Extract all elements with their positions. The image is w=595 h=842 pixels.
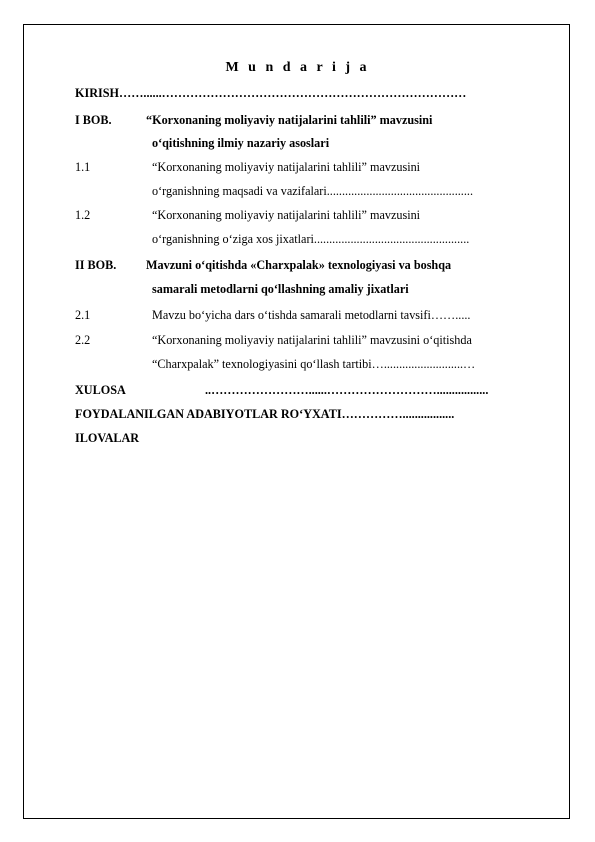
toc-ilovalar: ILOVALAR xyxy=(75,431,140,445)
toc-s11-line2: o‘rganishning maqsadi va vazifalari................................................ xyxy=(152,184,473,198)
toc-s12-line1: “Korxonaning moliyaviy natijalarini tahlili” mavzusini xyxy=(152,208,421,222)
toc-bob1-label: I BOB. xyxy=(75,113,112,127)
toc-s12-line2: o‘rganishning o‘ziga xos jixatlari................................................... xyxy=(152,232,470,246)
toc-adabiyotlar: FOYDALANILGAN ADABIYOTLAR RO‘YXATI……………................. xyxy=(75,407,455,421)
toc-bob1-title-line1: “Korxonaning moliyaviy natijalarini tahlili” mavzusini xyxy=(146,113,433,127)
toc-s22-num: 2.2 xyxy=(75,333,91,347)
toc-bob2-label: II BOB. xyxy=(75,258,117,272)
toc-xulosa-label: XULOSA xyxy=(75,383,126,397)
toc-bob2-title-line1: Mavzuni o‘qitishda «Charxpalak» texnologiyasi va boshqa xyxy=(146,258,452,272)
toc-title: M u n d a r i j a xyxy=(225,60,370,75)
toc-s22-line2: “Charxpalak” texnologiyasini qo‘llash tartibi…..........................… xyxy=(152,357,476,371)
toc-s22-line1: “Korxonaning moliyaviy natijalarini tahlili” mavzusini o‘qitishda xyxy=(152,333,472,347)
toc-s21-line1: Mavzu bo‘yicha dars o‘tishda samarali metodlarni tavsifi……..... xyxy=(152,308,471,322)
toc-s21-num: 2.1 xyxy=(75,308,91,322)
toc-xulosa-dots: ..……………………......………………………................. xyxy=(205,383,489,397)
toc-bob2-title-line2: samarali metodlarni qo‘llashning amaliy jixatlari xyxy=(152,282,409,296)
toc-s11-line1: “Korxonaning moliyaviy natijalarini tahlili” mavzusini xyxy=(152,160,421,174)
toc-bob1-title-line2: o‘qitishning ilmiy nazariy asoslari xyxy=(152,136,330,150)
toc-s11-num: 1.1 xyxy=(75,160,91,174)
toc-s12-num: 1.2 xyxy=(75,208,91,222)
toc-kirish: KIRISH……......………………………………………………………………… xyxy=(75,86,467,100)
